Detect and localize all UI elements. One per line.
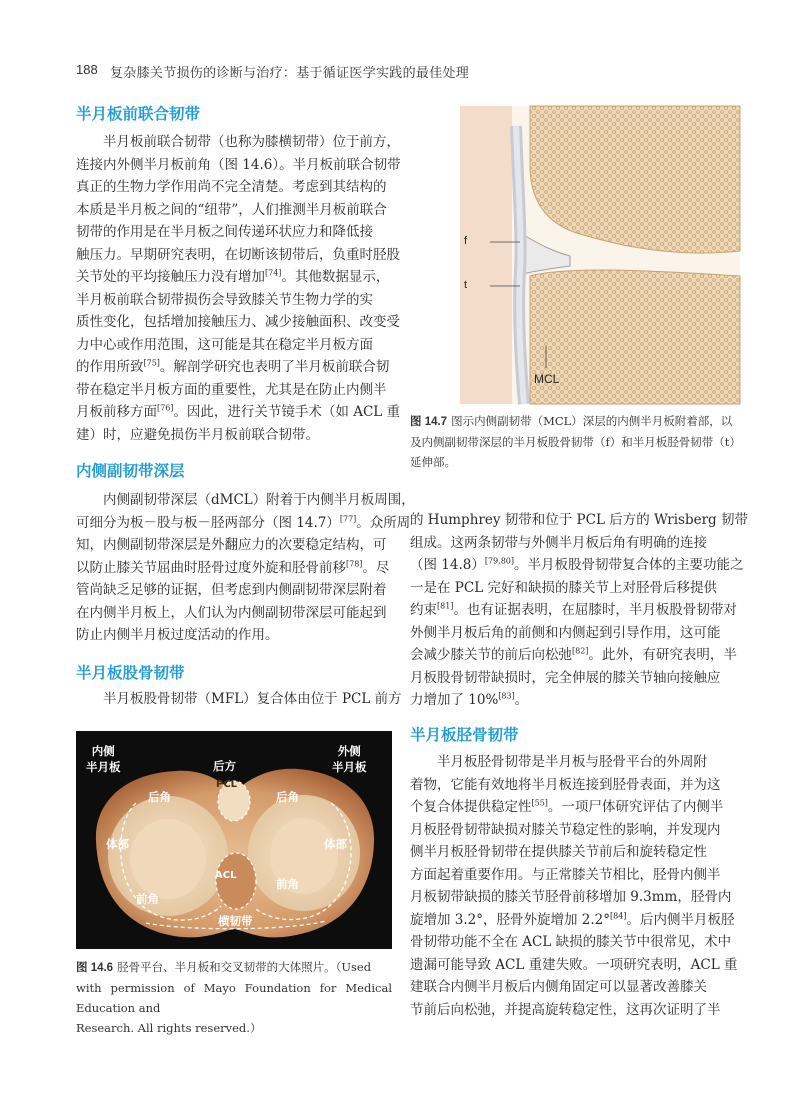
figure-14-7-caption: 图 14.7 图示内侧副韧带（MCL）深层的内侧半月板附着部，以 及内侧副韧带深层的半月板股骨韧带（f）和半月板胫骨韧带（t） 延伸部。 — [410, 414, 741, 469]
section-heading-anterior-intermeniscal-ligament: 半月板前联合韧带 — [76, 105, 201, 123]
label-body-lateral: 体部 — [324, 837, 347, 851]
label-posterior-horn-medial: 后角 — [148, 790, 171, 804]
text-line: 外侧半月板后角的前侧和内侧起到引导作用，这可能 — [410, 624, 721, 641]
text-line: 着物，它能有效地将半月板连接到胫骨表面，并为这 — [410, 776, 721, 793]
text-line: 力中心或作用范围，这可能是其在稳定半月板方面 — [76, 336, 373, 353]
text-line: 可细分为板－股与板－胫两部分（图 14.7）[77]。众所周 — [76, 514, 411, 531]
label-medial-meniscus: 内侧 半月板 — [86, 744, 121, 774]
text-line: 月板韧带缺损的膝关节胫骨前移增加 9.3mm，胫骨内 — [410, 889, 732, 905]
text-line: 会减少膝关节的前后向松弛[82]。此外，有研究表明，半 — [410, 646, 737, 663]
label-mcl: MCL — [534, 372, 560, 386]
text-line: 以防止膝关节屈曲时胫骨过度外旋和胫骨前移[78]。尽 — [76, 559, 390, 576]
text-line: 一是在 PCL 完好和缺损的膝关节上对胫骨后移提供 — [410, 579, 717, 596]
paragraph-meniscofemoral-ligament-start — [76, 688, 402, 711]
figure-14-7-number: 图 14.7 — [410, 416, 448, 428]
figure-14-6-number: 图 14.6 — [76, 962, 114, 974]
section-heading-meniscofemoral-ligament: 半月板股骨韧带 — [76, 664, 185, 682]
label-lateral-meniscus: 外侧 半月板 — [332, 744, 367, 774]
text-line: 月板胫骨韧带缺损对膝关节稳定性的影响，并发现内 — [410, 821, 721, 838]
label-pcl: PCL — [216, 779, 238, 790]
text-line: 本质是半月板之间的“纽带”，人们推测半月板前联合 — [76, 201, 387, 218]
paragraph-meniscofemoral-ligament-continued — [410, 509, 748, 712]
text-line: 骨韧带功能不全在 ACL 缺损的膝关节中很常见，术中 — [410, 934, 732, 950]
text-line: 在内侧半月板上，人们认为内侧副韧带深层可能起到 — [76, 604, 387, 621]
label-f: f — [464, 235, 468, 247]
label-body-medial: 体部 — [106, 837, 129, 851]
text-line: 侧半月板胫骨韧带在提供膝关节前后和旋转稳定性 — [410, 844, 707, 860]
text-line: 个复合体提供稳定性[55]。一项尸体研究评估了内侧半 — [410, 798, 724, 815]
text-line: 半月板胫骨韧带是半月板与胫骨平台的外周附 — [437, 754, 707, 770]
tibia-bone — [530, 270, 740, 404]
text-line: 内侧副韧带深层（dMCL）附着于内侧半月板周围， — [103, 492, 415, 508]
acl-footprint — [216, 853, 256, 909]
paragraph-anterior-intermeniscal-ligament — [76, 131, 401, 446]
text-line: 旋增加 3.2°，胫骨外旋增加 2.2°[84]。后内侧半月板胫 — [410, 911, 735, 928]
section-heading-deep-mcl: 内侧副韧带深层 — [76, 462, 185, 480]
label-acl: ACL — [215, 870, 237, 881]
section-heading-meniscotibial-ligament: 半月板胫骨韧带 — [410, 726, 519, 744]
label-transverse-ligament: 横韧带 — [218, 914, 253, 928]
text-line: 约束[81]。也有证据表明，在屈膝时，半月板股骨韧带对 — [410, 601, 737, 618]
text-line: 的作用所致[75]。解剖学研究也表明了半月板前联合韧 — [76, 358, 390, 375]
text-line: 组成。这两条韧带与外侧半月板后角有明确的连接 — [410, 534, 707, 551]
text-line: 知，内侧副韧带深层是外翻应力的次要稳定结构，可 — [76, 537, 387, 553]
figure-14-7-diagram — [460, 106, 740, 404]
text-line: 半月板前联合韧带损伤会导致膝关节生物力学的实 — [76, 291, 373, 308]
text-line: 遗漏可能导致 ACL 重建失败。一项研究表明，ACL 重 — [410, 956, 738, 973]
text-line: 关节处的平均接触压力没有增加[74]。其他数据显示， — [76, 268, 390, 285]
text-line: 建联合内侧半月板后内侧角固定可以显著改善膝关 — [410, 979, 707, 995]
text-line: 半月板股骨韧带（MFL）复合体由位于 PCL 前方 — [103, 691, 402, 707]
paragraph-deep-mcl — [76, 489, 415, 647]
text-line: 建）时，应避免损伤半月板前联合韧带。 — [76, 426, 319, 443]
text-line: 带在稳定半月板方面的重要性，尤其是在防止内侧半 — [76, 381, 387, 398]
text-line: 韧带的作用是在半月板之间传递环状应力和降低接 — [76, 224, 373, 240]
text-line: 防止内侧半月板过度活动的作用。 — [76, 627, 279, 643]
text-line: 半月板前联合韧带（也称为膝横韧带）位于前方， — [103, 134, 400, 150]
paragraph-meniscotibial-ligament — [410, 751, 740, 1021]
text-line: 真正的生物力学作用尚不完全清楚。考虑到其结构的 — [76, 179, 387, 195]
label-t: t — [464, 279, 468, 291]
text-line: 月板股骨韧带缺损时，完全伸展的膝关节轴向接触应 — [410, 669, 721, 686]
running-header-title: 复杂膝关节损伤的诊断与治疗：基于循证医学实践的最佳处理 — [110, 66, 470, 81]
text-line: 连接内外侧半月板前角（图 14.6）。半月板前联合韧带 — [76, 156, 401, 173]
label-anterior-horn-lateral: 前角 — [276, 877, 299, 891]
label-posterior: 后方 — [213, 759, 236, 773]
text-line: 方面起着重要作用。与正常膝关节相比，胫骨内侧半 — [410, 866, 721, 883]
text-line: 质性变化，包括增加接触压力、减少接触面积、改变受 — [76, 314, 400, 330]
figure-14-6-photo — [76, 731, 392, 949]
medial-plateau-center — [130, 819, 206, 899]
mcl-anatomy-illustration — [460, 106, 740, 404]
text-line: （图 14.8）[79,80]。半月板股骨韧带复合体的主要功能之 — [410, 556, 744, 573]
text-line: 管尚缺乏足够的证据，但考虑到内侧副韧带深层附着 — [76, 582, 387, 598]
label-posterior-horn-lateral: 后角 — [276, 790, 299, 804]
text-line: 触压力。早期研究表明，在切断该韧带后，负重时胫股 — [76, 246, 400, 263]
text-line: 的 Humphrey 韧带和位于 PCL 后方的 Wrisberg 韧带 — [410, 512, 748, 528]
page-number: 188 — [76, 62, 98, 77]
text-line: 节前后向松弛，并提高旋转稳定性，这再次证明了半 — [410, 1001, 721, 1018]
figure-14-6-caption: 图 14.6 胫骨平台、半月板和交叉韧带的大体照片。（Used with permission of Mayo Foundation for Medical Education and Research. All rights reserved.） — [76, 960, 392, 1035]
label-anterior-horn-medial: 前角 — [136, 892, 159, 906]
soft-tissue-region — [460, 106, 512, 404]
text-line: 月板前移方面[76]。因此，进行关节镜手术（如 ACL 重 — [76, 403, 401, 420]
text-line: 力增加了 10%[83]。 — [410, 691, 529, 708]
